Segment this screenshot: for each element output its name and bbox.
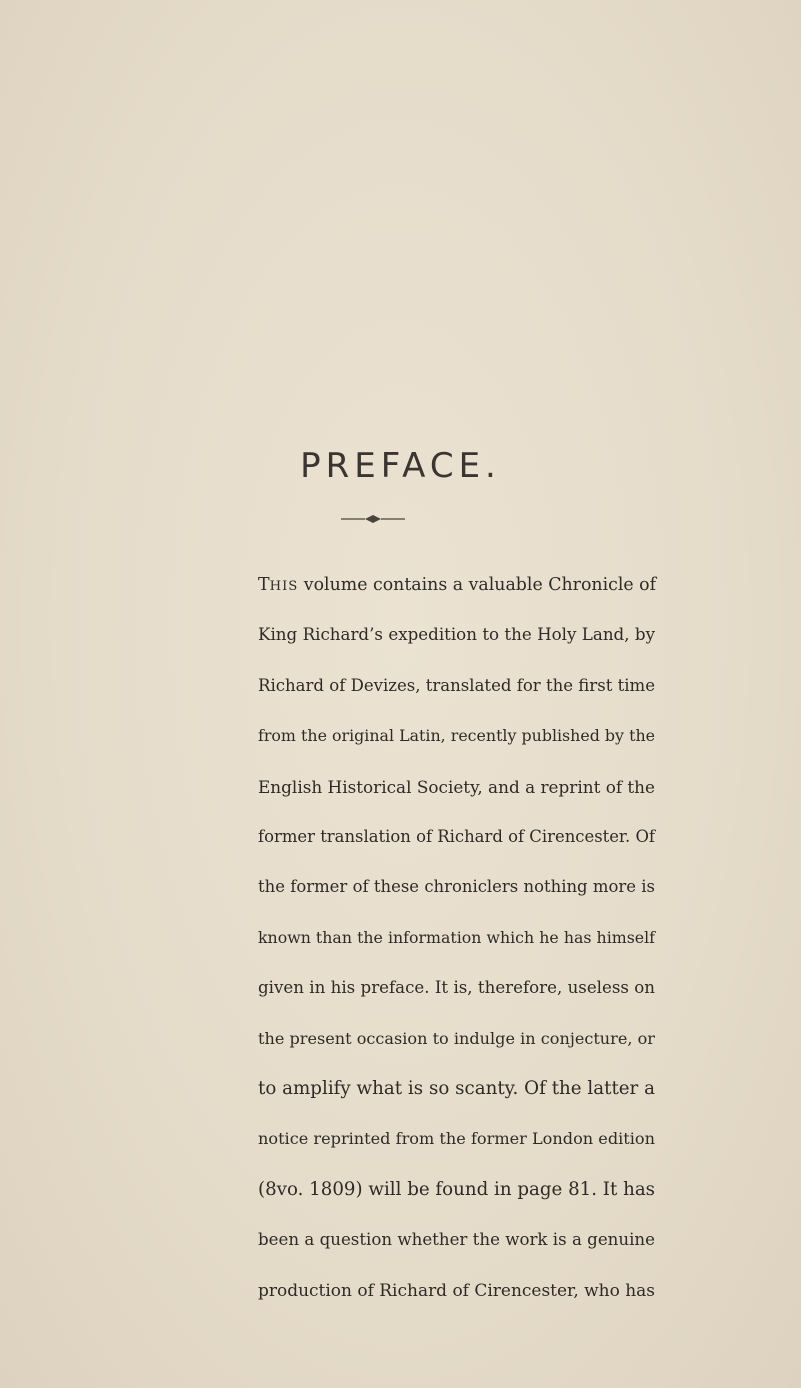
page-title: PREFACE.: [300, 446, 501, 486]
text-line: from the original Latin, recently published by the: [258, 726, 655, 746]
text-line: [258, 560, 655, 610]
text-line: English Historical Society, and a reprint of the: [258, 776, 656, 797]
text-line: (8vo. 1809) will be found in page 81. It has: [258, 1178, 656, 1200]
text-line: to amplify what is so scanty. Of the latter a: [258, 1078, 655, 1099]
text-line: Richard of Devizes, translated for the first time: [258, 675, 655, 695]
diamond-rule-ornament: [341, 513, 405, 525]
drop-initial: T: [258, 575, 270, 595]
text-line: given in his preface. It is, therefore, useless on: [258, 978, 655, 998]
text-line: former translation of Richard of Cirencester. Of: [258, 827, 655, 846]
text-line: production of Richard of Cirencester, who has: [258, 1280, 655, 1301]
text-line: been a question whether the work is a genuine: [258, 1230, 655, 1250]
text-line: the present occasion to indulge in conjecture, or: [258, 1028, 655, 1048]
text-line: King Richard’s expedition to the Holy Land, by: [258, 625, 655, 645]
line-text: volume contains a valuable Chronicle of: [298, 575, 657, 595]
text-line: known than the information which he has himself: [258, 927, 655, 947]
small-caps-word: HIS: [269, 579, 299, 594]
text-line: notice reprinted from the former London edition: [258, 1129, 655, 1149]
text-line: the former of these chroniclers nothing more is: [258, 877, 655, 897]
